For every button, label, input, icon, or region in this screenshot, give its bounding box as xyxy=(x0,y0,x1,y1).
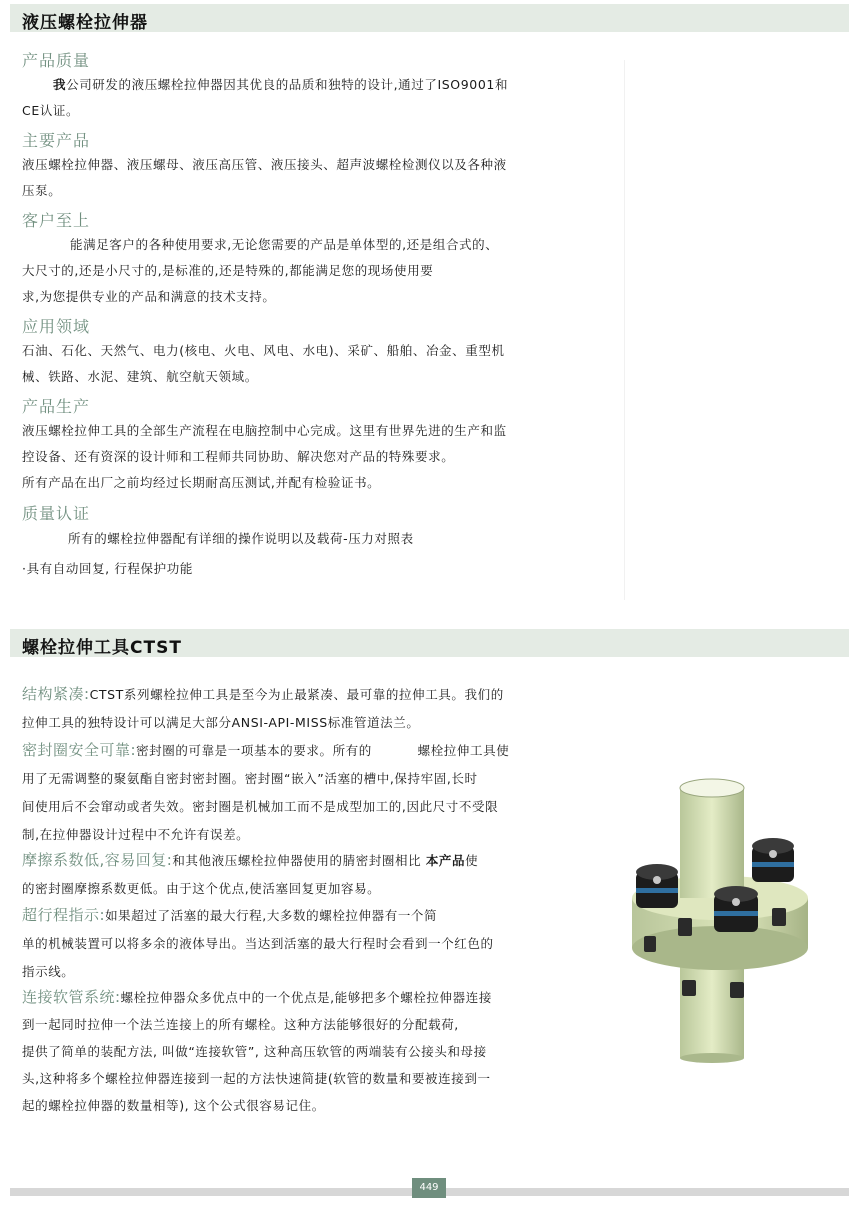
application-line-1: 石油、石化、天然气、电力(核电、火电、风电、水电)、采矿、船舶、冶金、重型机 xyxy=(22,343,505,358)
para-quality xyxy=(22,72,567,124)
seal-line-2: 用了无需调整的聚氨酯自密封密封圈。密封圈“嵌入”活塞的槽中,保持牢固,长时 xyxy=(22,771,478,786)
heading-customer: 客户至上 xyxy=(22,211,91,230)
heading-certification: 质量认证 xyxy=(22,504,91,523)
friction-heading: 摩擦系数低,容易回复: xyxy=(22,851,173,869)
production-line-3: 所有产品在出厂之前均经过长期耐高压测试,并配有检验证书。 xyxy=(22,475,381,490)
customer-line-1: 能满足客户的各种使用要求,无论您需要的产品是单体型的,还是组合式的、 xyxy=(70,237,499,252)
para-certification xyxy=(22,526,567,582)
cert-line-1: 所有的螺栓拉伸器配有详细的操作说明以及载荷-压力对照表 xyxy=(68,531,414,546)
overstroke-line-3: 指示线。 xyxy=(22,964,75,979)
hose-line-2: 到一起同时拉伸一个法兰连接上的所有螺栓。这种方法能够很好的分配载荷, xyxy=(22,1017,459,1032)
hose-line-3: 提供了简单的装配方法, 叫做“连接软管”, 这种高压软管的两端装有公接头和母接 xyxy=(22,1044,487,1059)
seal-line-1: 密封圈的可靠是一项基本的要求。所有的 螺栓拉伸工具使 xyxy=(136,743,510,758)
page-number: 449 xyxy=(412,1178,446,1198)
seal-line-3: 间使用后不会窜动或者失效。密封圈是机械加工而不是成型加工的,因此尺寸不受限 xyxy=(22,799,499,814)
quality-line-2: CE认证。 xyxy=(22,103,80,118)
heading-products: 主要产品 xyxy=(22,131,91,150)
friction-bold: 本产品 xyxy=(425,853,466,868)
friction-line-1: 和其他液压螺栓拉伸器使用的腈密封圈相比 xyxy=(172,853,426,868)
para-production xyxy=(22,418,567,496)
products-line-1: 液压螺栓拉伸器、液压螺母、液压高压管、液压接头、超声波螺栓检测仪以及各种液 xyxy=(22,157,507,172)
cert-line-2: ·具有自动回复, 行程保护功能 xyxy=(22,561,193,576)
heading-production: 产品生产 xyxy=(22,397,91,416)
hose-line-1: 螺栓拉伸器众多优点中的一个优点是,能够把多个螺栓拉伸器连接 xyxy=(120,990,492,1005)
para-overstroke xyxy=(22,901,567,986)
para-compact xyxy=(22,680,567,737)
seal-heading: 密封圈安全可靠: xyxy=(22,741,137,759)
para-friction xyxy=(22,846,567,903)
compact-heading: 结构紧凑: xyxy=(22,685,90,703)
para-hose xyxy=(22,984,567,1119)
heading-quality: 产品质量 xyxy=(22,51,91,70)
overstroke-line-1: 如果超过了活塞的最大行程,大多数的螺栓拉伸器有一个简 xyxy=(105,908,438,923)
overstroke-heading: 超行程指示: xyxy=(22,906,106,924)
products-line-2: 压泵。 xyxy=(22,183,62,198)
para-customer xyxy=(22,232,567,310)
friction-line-2: 的密封圈摩擦系数更低。由于这个优点,使活塞回复更加容易。 xyxy=(22,881,381,896)
customer-line-3: 求,为您提供专业的产品和满意的技术支持。 xyxy=(22,289,276,304)
quality-line-1: 公司研发的液压螺栓拉伸器因其优良的品质和独特的设计,通过了ISO9001和 xyxy=(66,77,509,92)
seal-line-4: 制,在拉伸器设计过程中不允许有误差。 xyxy=(22,827,250,842)
compact-line-2: 拉伸工具的独特设计可以满足大部分ANSI-API-MISS标准管道法兰。 xyxy=(22,715,420,730)
lead-char: 我 xyxy=(53,77,67,92)
customer-line-2: 大尺寸的,还是小尺寸的,是标准的,还是特殊的,都能满足您的现场使用要 xyxy=(22,263,434,278)
section2-title: 螺栓拉伸工具CTST xyxy=(22,638,182,658)
section1-title: 液压螺栓拉伸器 xyxy=(22,13,148,33)
hose-line-5: 起的螺栓拉伸器的数量相等), 这个公式很容易记住。 xyxy=(22,1098,325,1113)
production-line-1: 液压螺栓拉伸工具的全部生产流程在电脑控制中心完成。这里有世界先进的生产和监 xyxy=(22,423,507,438)
para-application xyxy=(22,338,567,390)
friction-after-bold: 使 xyxy=(465,853,479,868)
heading-application: 应用领域 xyxy=(22,317,91,336)
hose-heading: 连接软管系统: xyxy=(22,988,121,1006)
overstroke-line-2: 单的机械装置可以将多余的液体导出。当达到活塞的最大行程时会看到一个红色的 xyxy=(22,936,494,951)
compact-line-1: CTST系列螺栓拉伸工具是至今为止最紧凑、最可靠的拉伸工具。我们的 xyxy=(89,687,504,702)
para-seal xyxy=(22,736,567,849)
hose-line-4: 头,这种将多个螺栓拉伸器连接到一起的方法快速简捷(软管的数量和要被连接到一 xyxy=(22,1071,491,1086)
para-products xyxy=(22,152,567,204)
divider xyxy=(624,60,625,600)
production-line-2: 控设备、还有资深的设计师和工程师共同协助、解决您对产品的特殊要求。 xyxy=(22,449,455,464)
bolt-tensioner-flange-image xyxy=(622,768,826,1064)
application-line-2: 械、铁路、水泥、建筑、航空航天领域。 xyxy=(22,369,258,384)
